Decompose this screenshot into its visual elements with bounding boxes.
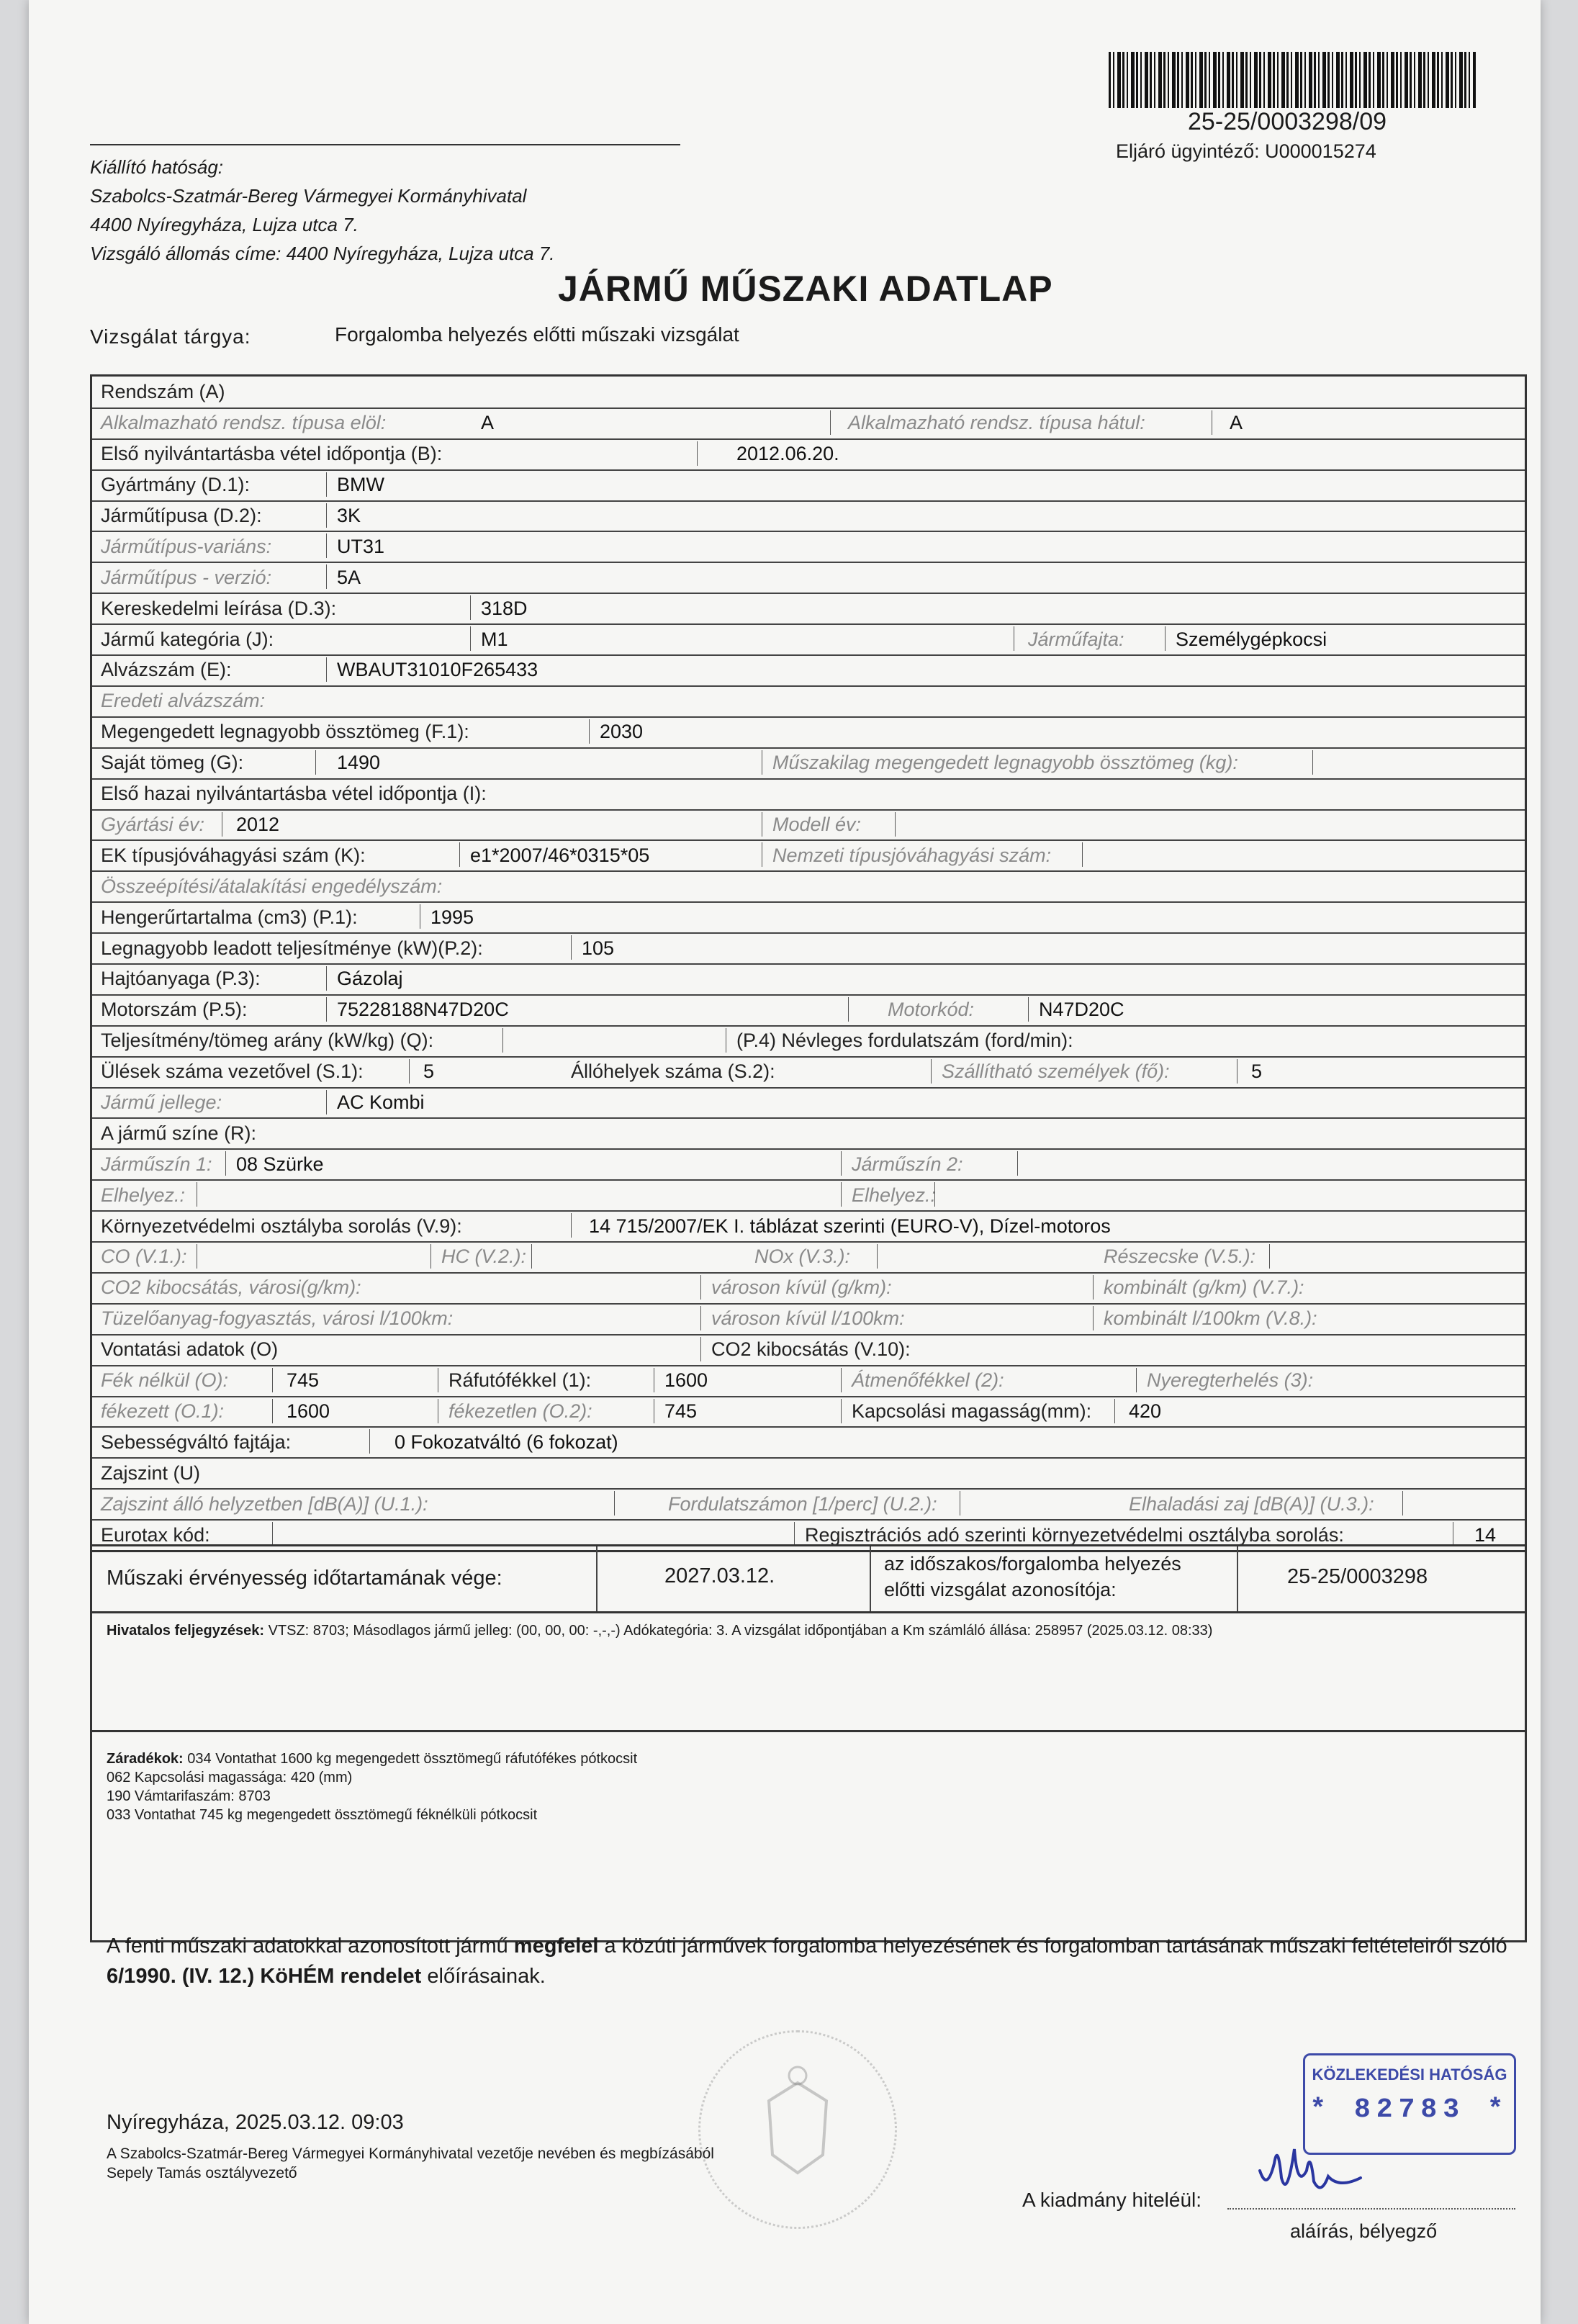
field-value: 5A	[337, 566, 361, 588]
field-label: A jármű színe (R):	[101, 1122, 257, 1144]
field-label: EK típusjóváhagyási szám (K):	[101, 844, 366, 866]
notes-label: Hivatalos feljegyzések:	[107, 1623, 264, 1639]
field-label: Első hazai nyilvántartásba vétel időpontja (I):	[101, 783, 487, 805]
field-value: 1600	[287, 1400, 330, 1422]
official-seal	[698, 2030, 897, 2229]
signer-line-2: Sepely Tamás osztályvezető	[107, 2165, 297, 2181]
field-label: Tüzelőanyag-fogyasztás, városi l/100km:	[101, 1307, 454, 1330]
field-value: Gázolaj	[337, 968, 403, 990]
cell-divider	[700, 1306, 701, 1330]
field-label: Modell év:	[772, 813, 862, 835]
cell-divider	[589, 719, 590, 744]
cell-divider	[326, 657, 327, 682]
issuer-address: 4400 Nyíregyháza, Lujza utca 7.	[90, 214, 359, 235]
cell-divider	[848, 997, 849, 1022]
validity-value: 2027.03.12.	[664, 1564, 775, 1587]
table-row	[92, 1117, 1525, 1150]
cell-divider	[1269, 1244, 1270, 1269]
table-row	[92, 839, 1525, 872]
field-label: Gyártási év:	[101, 813, 205, 835]
field-value: 105	[582, 937, 615, 959]
table-row	[92, 654, 1525, 687]
table-row	[92, 932, 1525, 965]
table-row	[92, 531, 1525, 563]
field-label: Motorszám (P.5):	[101, 999, 248, 1021]
cell-divider	[272, 1522, 273, 1546]
table-row	[92, 1457, 1525, 1490]
cell-divider	[931, 1059, 932, 1084]
table-row	[92, 685, 1525, 718]
table-row	[92, 1396, 1525, 1428]
field-value: 1600	[664, 1369, 708, 1392]
table-row	[92, 1272, 1525, 1305]
field-value: BMW	[337, 474, 384, 496]
field-value: 2012	[236, 813, 280, 835]
field-label: Átmenőfékkel (2):	[852, 1369, 1004, 1392]
field-value: Személygépkocsi	[1176, 628, 1327, 650]
cell-divider	[1093, 1306, 1094, 1330]
clauses-label: Záradékok:	[107, 1751, 184, 1767]
field-label: Járműtípus-variáns:	[101, 535, 272, 557]
cell-divider	[841, 1399, 842, 1423]
table-row	[92, 1488, 1525, 1521]
place-date: Nyíregyháza, 2025.03.12. 09:03	[107, 2111, 404, 2134]
page-title: JÁRMŰ MŰSZAKI ADATLAP	[558, 269, 1053, 309]
field-label: fékezetlen (O.2):	[448, 1400, 592, 1422]
cell-divider	[326, 966, 327, 991]
cell-divider	[841, 1182, 842, 1207]
field-label: Ráfutófékkel (1):	[448, 1369, 592, 1392]
cell-divider	[326, 564, 327, 589]
field-label: Elhaladási zaj [dB(A)] (U.3.):	[1129, 1492, 1374, 1515]
table-row	[92, 1303, 1525, 1336]
cell-divider	[571, 935, 572, 960]
field-value: N47D20C	[1039, 999, 1124, 1021]
cell-divider	[470, 626, 471, 651]
field-value: 0 Fokozatváltó (6 fokozat)	[394, 1431, 618, 1453]
field-label: Alkalmazható rendsz. típusa elöl:	[101, 412, 387, 434]
field-label: Környezetvédelmi osztályba sorolás (V.9):	[101, 1215, 462, 1237]
subject-value: Forgalomba helyezés előtti műszaki vizsgálat	[335, 323, 739, 346]
field-label: Járműszín 1:	[101, 1153, 212, 1175]
field-label: Járműtípus - verzió:	[101, 566, 272, 588]
table-row	[92, 994, 1525, 1027]
signer-line-1: A Szabolcs-Szatmár-Bereg Vármegyei Kormányhivatal vezetője nevében és megbízásából	[107, 2145, 714, 2162]
field-label: Állóhelyek száma (S.2):	[571, 1060, 775, 1083]
table-row	[92, 716, 1525, 749]
cell-divider	[272, 1399, 273, 1423]
cell-divider	[1017, 1151, 1018, 1176]
field-label: Hengerűrtartalma (cm3) (P.1):	[101, 906, 358, 928]
cell-divider	[470, 595, 471, 620]
cell-divider	[1028, 997, 1029, 1022]
validity-label: Műszaki érvényesség időtartamának vége:	[107, 1567, 502, 1590]
conclusion-text: A fenti műszaki adatokkal azonosított jármű megfelel a közúti járművek forgalomba helyezésének és forgalomban tartásának műszaki feltételeiről szóló 6/1990. (IV. 12.) KöHÉM rendelet előírásainak.	[107, 1935, 1507, 1988]
field-label: kombinált (g/km) (V.7.):	[1104, 1276, 1304, 1299]
field-label: Ülések száma vezetővel (S.1):	[101, 1060, 364, 1083]
table-row	[92, 407, 1525, 440]
cell-divider	[895, 812, 896, 837]
field-label: Legnagyobb leadott teljesítménye (kW)(P.2):	[101, 937, 483, 959]
field-value: e1*2007/46*0315*05	[470, 844, 650, 866]
field-label: Elhelyez.:	[101, 1184, 186, 1206]
clerk-id: Eljáró ügyintéző: U000015274	[1116, 140, 1376, 162]
field-label: Kapcsolási magasság(mm):	[852, 1400, 1092, 1422]
signature-caption: aláírás, bélyegző	[1290, 2220, 1438, 2242]
field-label: Műszakilag megengedett legnagyobb össztömeg (kg):	[772, 752, 1238, 774]
table-row	[92, 1025, 1525, 1058]
cell-divider	[697, 441, 698, 466]
field-label: Rendszám (A)	[101, 381, 225, 403]
cell-divider	[700, 1275, 701, 1300]
field-value: A	[1230, 412, 1243, 434]
cell-divider	[1402, 1491, 1403, 1515]
document-number: 25-25/0003298/09	[1188, 108, 1387, 135]
field-label: CO (V.1.):	[101, 1246, 187, 1268]
cell-divider	[531, 1244, 532, 1269]
field-label: Eurotax kód:	[101, 1523, 210, 1546]
cell-divider	[369, 1429, 370, 1454]
clause-line: 190 Vámtarifaszám: 8703	[107, 1788, 271, 1804]
cell-divider	[841, 1151, 842, 1176]
field-label: fékezett (O.1):	[101, 1400, 225, 1422]
stamp-title: KÖZLEKEDÉSI HATÓSÁG	[1312, 2066, 1507, 2084]
cell-divider	[1312, 750, 1313, 775]
table-row	[92, 438, 1525, 471]
field-value: 2030	[600, 721, 644, 743]
signature-line	[1227, 2208, 1515, 2210]
data-table	[90, 374, 1527, 1552]
table-row	[92, 901, 1525, 934]
field-label: Járműszín 2:	[852, 1153, 963, 1175]
field-value: 1995	[430, 906, 474, 928]
field-label: Első nyilvántartásba vétel időpontja (B):	[101, 443, 443, 465]
cell-divider	[877, 1244, 878, 1269]
issuer-label: Kiállító hatóság:	[90, 156, 224, 178]
table-row	[92, 593, 1525, 625]
cell-divider	[459, 842, 460, 867]
field-label: Alkalmazható rendsz. típusa hátul:	[848, 412, 1145, 434]
field-label: Fordulatszámon [1/perc] (U.2.):	[668, 1492, 937, 1515]
authentication-label: A kiadmány hiteléül:	[1022, 2189, 1202, 2211]
authority-stamp	[1303, 2053, 1516, 2155]
signer-block	[107, 2144, 714, 2183]
barcode	[1109, 52, 1476, 108]
field-label: Gyártmány (D.1):	[101, 474, 251, 496]
table-row	[92, 469, 1525, 502]
field-value: 5	[1251, 1060, 1263, 1083]
field-value: 420	[1129, 1400, 1162, 1422]
clauses-list	[107, 1749, 637, 1824]
field-value: UT31	[337, 535, 385, 557]
field-value: 1490	[337, 752, 381, 774]
field-label: CO2 kibocsátás, városi(g/km):	[101, 1276, 361, 1299]
field-value: 745	[664, 1400, 698, 1422]
seal-crest-icon	[700, 2032, 895, 2227]
cell-divider	[326, 997, 327, 1022]
cell-divider	[1165, 626, 1166, 651]
table-row	[92, 1426, 1525, 1459]
cell-divider	[430, 1244, 431, 1269]
field-label: Saját tömeg (G):	[101, 752, 244, 774]
cell-divider	[794, 1522, 795, 1546]
field-label: Eredeti alvázszám:	[101, 690, 266, 712]
issuer-name: Szabolcs-Szatmár-Bereg Vármegyei Kormányhivatal	[90, 185, 527, 207]
field-label: Sebességváltó fajtája:	[101, 1431, 292, 1453]
table-row	[92, 1210, 1525, 1243]
field-label: NOx (V.3.):	[754, 1246, 851, 1268]
field-label: Elhelyez.:	[852, 1184, 937, 1206]
inspection-id-value: 25-25/0003298	[1287, 1565, 1428, 1588]
clause-line: 033 Vontathat 745 kg megengedett össztömegű féknélküli pótkocsit	[107, 1807, 538, 1823]
field-value: A	[481, 412, 495, 434]
table-row	[92, 1365, 1525, 1397]
cell-divider	[326, 503, 327, 528]
cell-divider	[571, 1213, 572, 1238]
stamp-number: * 82783 *	[1309, 2094, 1510, 2125]
field-label: Zajszint álló helyzetben [dB(A)] (U.1.):	[101, 1492, 428, 1515]
field-value: 3K	[337, 505, 361, 527]
table-row	[92, 870, 1525, 903]
field-label: Alvázszám (E):	[101, 659, 232, 681]
cell-divider	[614, 1491, 615, 1515]
field-value: 75228188N47D20C	[337, 999, 509, 1021]
field-label: Szállítható személyek (fő):	[942, 1060, 1170, 1083]
field-label: Vontatási adatok (O)	[101, 1338, 279, 1361]
clauses-box	[90, 1728, 1527, 1942]
notes-box	[90, 1604, 1527, 1732]
cell-divider	[700, 1337, 701, 1361]
field-label: Jármű jellege:	[101, 1091, 222, 1114]
cell-divider	[326, 472, 327, 497]
field-label: Hajtóanyaga (P.3):	[101, 968, 261, 990]
field-label: Összeépítési/átalakítási engedélyszám:	[101, 875, 443, 897]
cell-divider	[830, 410, 831, 435]
cell-divider	[315, 750, 316, 775]
issuer-block	[90, 153, 555, 268]
field-label: Nyeregterhelés (3):	[1147, 1369, 1314, 1392]
field-value: AC Kombi	[337, 1091, 425, 1114]
field-label: Zajszint (U)	[101, 1461, 201, 1484]
field-value: 08 Szürke	[236, 1153, 324, 1175]
field-label: kombinált l/100km (V.8.):	[1104, 1307, 1317, 1330]
clause-line: 034 Vontathat 1600 kg megengedett össztömegű ráfutófékes pótkocsit	[187, 1751, 638, 1767]
cell-divider	[326, 533, 327, 558]
field-value: 745	[287, 1369, 320, 1392]
cell-divider	[225, 1151, 226, 1176]
subject-label: Vizsgálat tárgya:	[90, 325, 251, 348]
table-row	[92, 747, 1525, 780]
table-row	[92, 500, 1525, 533]
field-label: Jármű kategória (J):	[101, 628, 274, 650]
table-row	[92, 963, 1525, 996]
field-value: M1	[481, 628, 508, 650]
header-divider	[90, 144, 680, 145]
cell-divider	[409, 1059, 410, 1084]
cell-divider	[841, 1368, 842, 1392]
cell-divider	[1136, 1368, 1137, 1392]
field-label: Járműtípusa (D.2):	[101, 505, 262, 527]
table-row	[92, 778, 1525, 811]
station-address: Vizsgáló állomás címe: 4400 Nyíregyháza, Lujza utca 7.	[90, 243, 555, 264]
field-label: Fék nélkül (O):	[101, 1369, 229, 1392]
field-label: Járműfajta:	[1028, 628, 1124, 650]
field-label: Motorkód:	[888, 999, 975, 1021]
field-value: 14 715/2007/EK I. táblázat szerinti (EURO-V), Dízel-motoros	[589, 1215, 1111, 1237]
field-label: Kereskedelmi leírása (D.3):	[101, 597, 337, 619]
clause-line: 062 Kapcsolási magassága: 420 (mm)	[107, 1770, 353, 1785]
cell-divider	[502, 1028, 503, 1053]
table-row	[92, 1087, 1525, 1120]
table-row	[92, 562, 1525, 594]
table-row	[92, 1056, 1525, 1089]
field-value: 2012.06.20.	[736, 443, 839, 465]
validity-box	[90, 1544, 1527, 1613]
cell-divider	[1093, 1275, 1094, 1300]
inspection-id-label: az időszakos/forgalomba helyezés előtti vizsgálat azonosítója:	[884, 1553, 1181, 1600]
table-row	[92, 1241, 1525, 1274]
table-row	[92, 377, 1525, 409]
field-label: Teljesítmény/tömeg arány (kW/kg) (Q):	[101, 1030, 434, 1052]
field-value: 5	[423, 1060, 435, 1083]
cell-divider	[272, 1368, 273, 1392]
cell-divider	[934, 1182, 935, 1207]
field-label: Regisztrációs adó szerinti környezetvédelmi osztályba sorolás:	[805, 1523, 1344, 1546]
field-value: 318D	[481, 597, 528, 619]
table-row	[92, 1179, 1525, 1212]
field-value: 14	[1474, 1523, 1497, 1546]
field-label: (P.4) Névleges fordulatszám (ford/min):	[736, 1030, 1073, 1052]
field-value: WBAUT31010F265433	[337, 659, 538, 681]
field-label: Részecske (V.5.):	[1104, 1246, 1256, 1268]
cell-divider	[1082, 842, 1083, 867]
field-label: városon kívül l/100km:	[711, 1307, 905, 1330]
notes-text: VTSZ: 8703; Másodlagos jármű jelleg: (00, 00, 00: -,-,-) Adókategória: 3. A vizsgálat időpontjában a Km számláló állása: 258957 (2025.03.12. 08:33)	[268, 1623, 1213, 1639]
cell-divider	[1114, 1399, 1115, 1423]
table-row	[92, 809, 1525, 842]
field-label: Nemzeti típusjóváhagyási szám:	[772, 844, 1052, 866]
field-label: városon kívül (g/km):	[711, 1276, 892, 1299]
field-label: HC (V.2.):	[441, 1246, 527, 1268]
table-row	[92, 1148, 1525, 1181]
document-sheet	[29, 0, 1541, 2324]
table-row	[92, 1334, 1525, 1366]
cell-divider	[326, 1090, 327, 1114]
field-label: Megengedett legnagyobb össztömeg (F.1):	[101, 721, 469, 743]
field-label: CO2 kibocsátás (V.10):	[711, 1338, 911, 1361]
table-row	[92, 623, 1525, 656]
